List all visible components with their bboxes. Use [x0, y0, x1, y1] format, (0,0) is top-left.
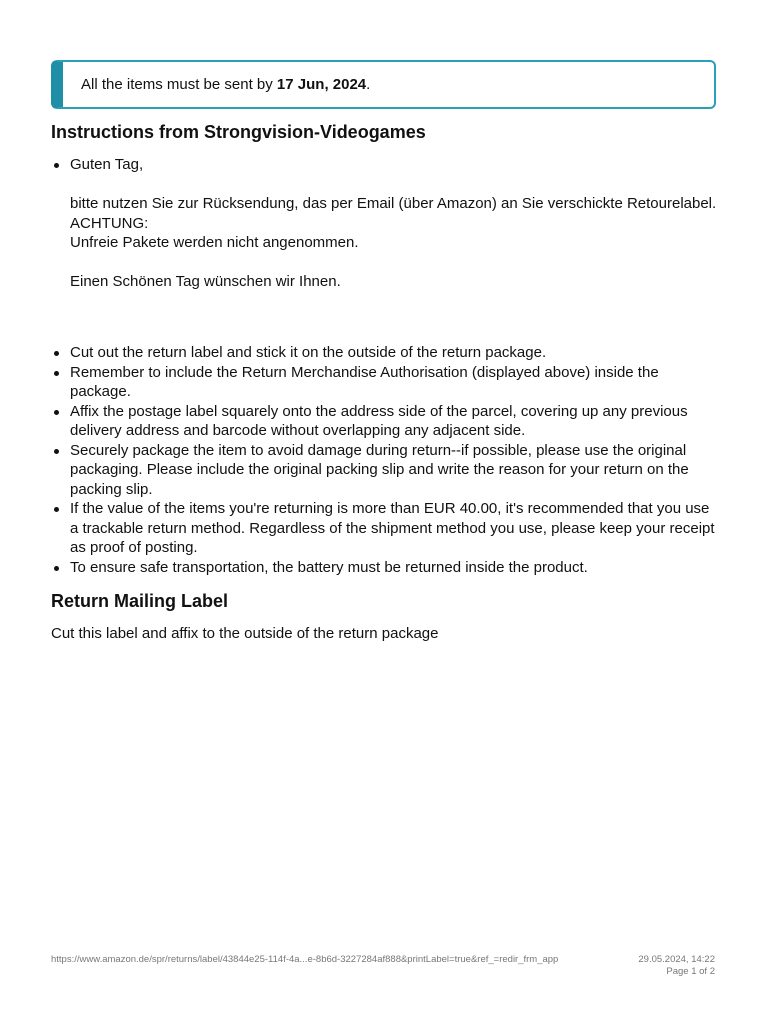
alert-text-before: All the items must be sent by [81, 76, 277, 93]
mailing-label-instruction: Cut this label and affix to the outside of the return package [51, 625, 439, 642]
seller-note-line: Guten Tag, [70, 156, 144, 173]
seller-note-line: bitte nutzen Sie zur Rücksendung, das per Email (über Amazon) an Sie verschickte Retourelabel. [70, 195, 717, 212]
alert-text-after: . [366, 76, 371, 93]
footer-meta [638, 954, 715, 977]
list-item: If the value of the items you're returning is more than EUR 40.00, it's recommended that you use a trackable return method. Regardless of the shipment method you use, please keep your receipt as proof of posting. [51, 499, 721, 558]
seller-note-list [51, 155, 721, 292]
print-datetime: 29.05.2024, 14:22 [638, 954, 715, 965]
list-item: Remember to include the Return Merchandise Authorisation (displayed above) inside the package. [51, 363, 721, 402]
seller-note-line: ACHTUNG: [70, 214, 149, 232]
seller-note-line [70, 175, 721, 195]
list-item: Cut out the return label and stick it on the outside of the return package. [51, 343, 721, 363]
deadline-alert [51, 60, 716, 109]
deadline-date: 17 Jun, 2024 [276, 76, 367, 93]
seller-note-item [51, 155, 721, 292]
list-item: Affix the postage label squarely onto the address side of the parcel, covering up any previous delivery address and barcode without overlapping any adjacent side. [51, 402, 721, 441]
return-instructions-list [51, 343, 721, 577]
mailing-label-heading: Return Mailing Label [51, 591, 229, 611]
seller-note-line: Unfreie Pakete werden nicht angenommen. [70, 234, 359, 251]
list-item: To ensure safe transportation, the battery must be returned inside the product. [51, 558, 721, 578]
instructions-heading: Instructions from Strongvision-Videogames [51, 122, 426, 142]
seller-note-line [70, 253, 721, 273]
page-number: Page 1 of 2 [666, 965, 715, 977]
seller-note-line: Einen Schönen Tag wünschen wir Ihnen. [70, 273, 341, 290]
deadline-alert-text [81, 76, 370, 94]
list-item: Securely package the item to avoid damage during return--if possible, please use the original packaging. Please include the original packing slip and write the reason for your return on the packing slip. [51, 441, 721, 500]
footer-url: https://www.amazon.de/spr/returns/label/43844e25-114f-4a...e-8b6d-3227284af888&printLabel=true&ref_=redir_frm_app [51, 954, 559, 965]
